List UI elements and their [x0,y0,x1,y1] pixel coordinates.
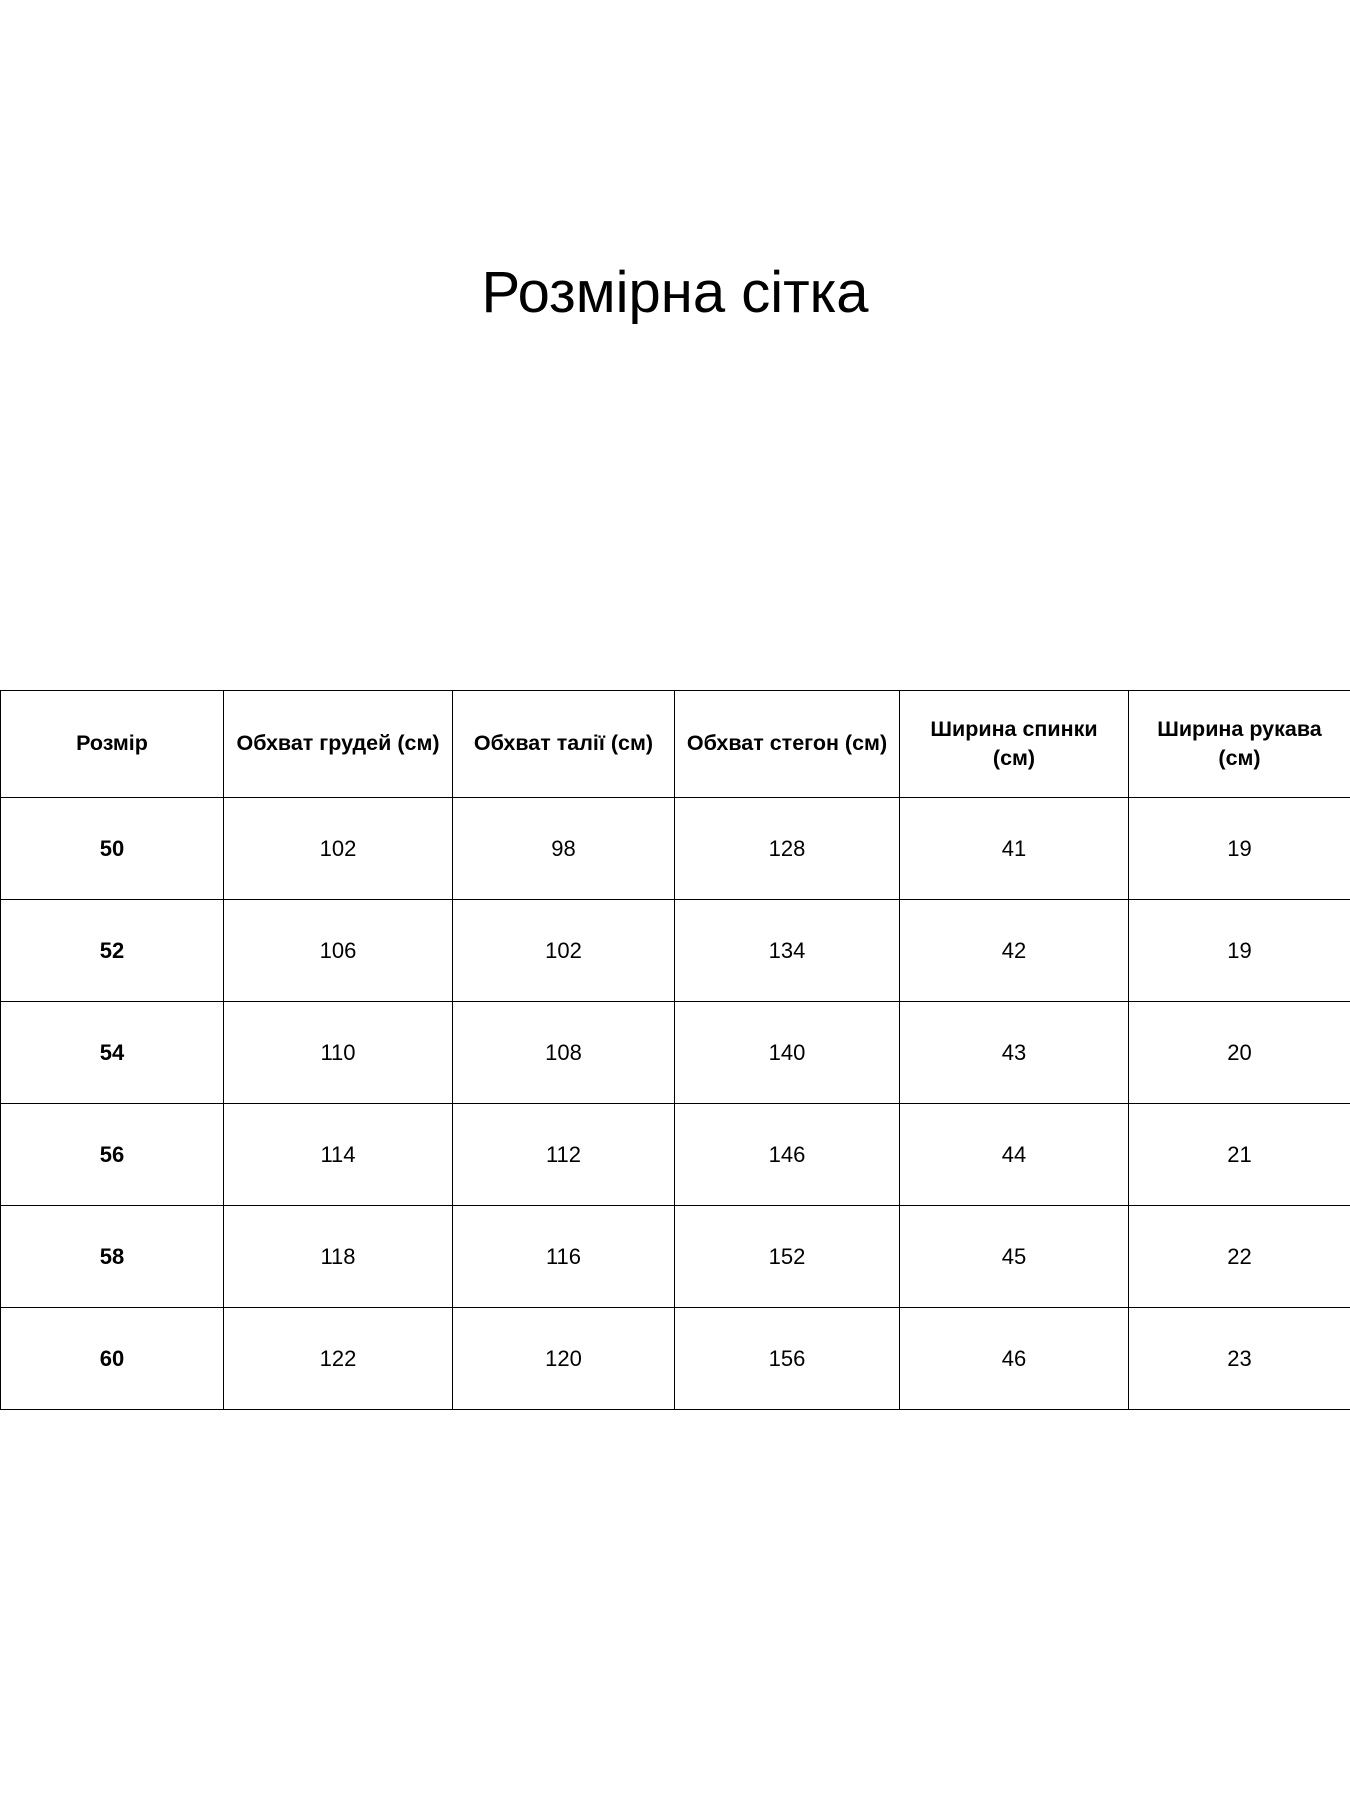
table-row [1,798,1350,900]
size-table [0,690,1350,1410]
table-body [1,798,1350,1410]
table-row [1,1206,1350,1308]
cell-back-width: 44 [900,1104,1129,1206]
cell-hips: 128 [675,798,900,900]
cell-sleeve-width: 19 [1129,900,1350,1002]
column-header-back-width: Ширина спинки (см) [900,691,1129,798]
cell-hips: 146 [675,1104,900,1206]
cell-size: 50 [1,798,224,900]
cell-back-width: 43 [900,1002,1129,1104]
cell-sleeve-width: 22 [1129,1206,1350,1308]
table-header [1,691,1350,798]
cell-size: 54 [1,1002,224,1104]
column-header-waist: Обхват талії (см) [453,691,675,798]
page-title: Розмірна сітка [481,259,869,325]
cell-size: 56 [1,1104,224,1206]
table-row [1,900,1350,1002]
cell-chest: 114 [224,1104,453,1206]
cell-waist: 108 [453,1002,675,1104]
cell-size: 60 [1,1308,224,1410]
cell-chest: 106 [224,900,453,1002]
cell-hips: 140 [675,1002,900,1104]
cell-hips: 152 [675,1206,900,1308]
cell-waist: 112 [453,1104,675,1206]
table-header-row [1,691,1350,798]
cell-hips: 134 [675,900,900,1002]
table-row [1,1104,1350,1206]
cell-size: 58 [1,1206,224,1308]
cell-hips: 156 [675,1308,900,1410]
column-header-size: Розмір [1,691,224,798]
cell-chest: 118 [224,1206,453,1308]
column-header-sleeve-width: Ширина рукава (см) [1129,691,1350,798]
cell-sleeve-width: 21 [1129,1104,1350,1206]
cell-waist: 98 [453,798,675,900]
cell-size: 52 [1,900,224,1002]
cell-back-width: 41 [900,798,1129,900]
column-header-chest: Обхват грудей (см) [224,691,453,798]
cell-chest: 102 [224,798,453,900]
cell-sleeve-width: 23 [1129,1308,1350,1410]
cell-sleeve-width: 19 [1129,798,1350,900]
cell-sleeve-width: 20 [1129,1002,1350,1104]
cell-back-width: 45 [900,1206,1129,1308]
cell-waist: 116 [453,1206,675,1308]
cell-chest: 110 [224,1002,453,1104]
cell-chest: 122 [224,1308,453,1410]
cell-back-width: 46 [900,1308,1129,1410]
table-row [1,1308,1350,1410]
cell-waist: 120 [453,1308,675,1410]
size-table-container [0,690,1350,1410]
cell-waist: 102 [453,900,675,1002]
column-header-hips: Обхват стегон (см) [675,691,900,798]
table-row [1,1002,1350,1104]
cell-back-width: 42 [900,900,1129,1002]
